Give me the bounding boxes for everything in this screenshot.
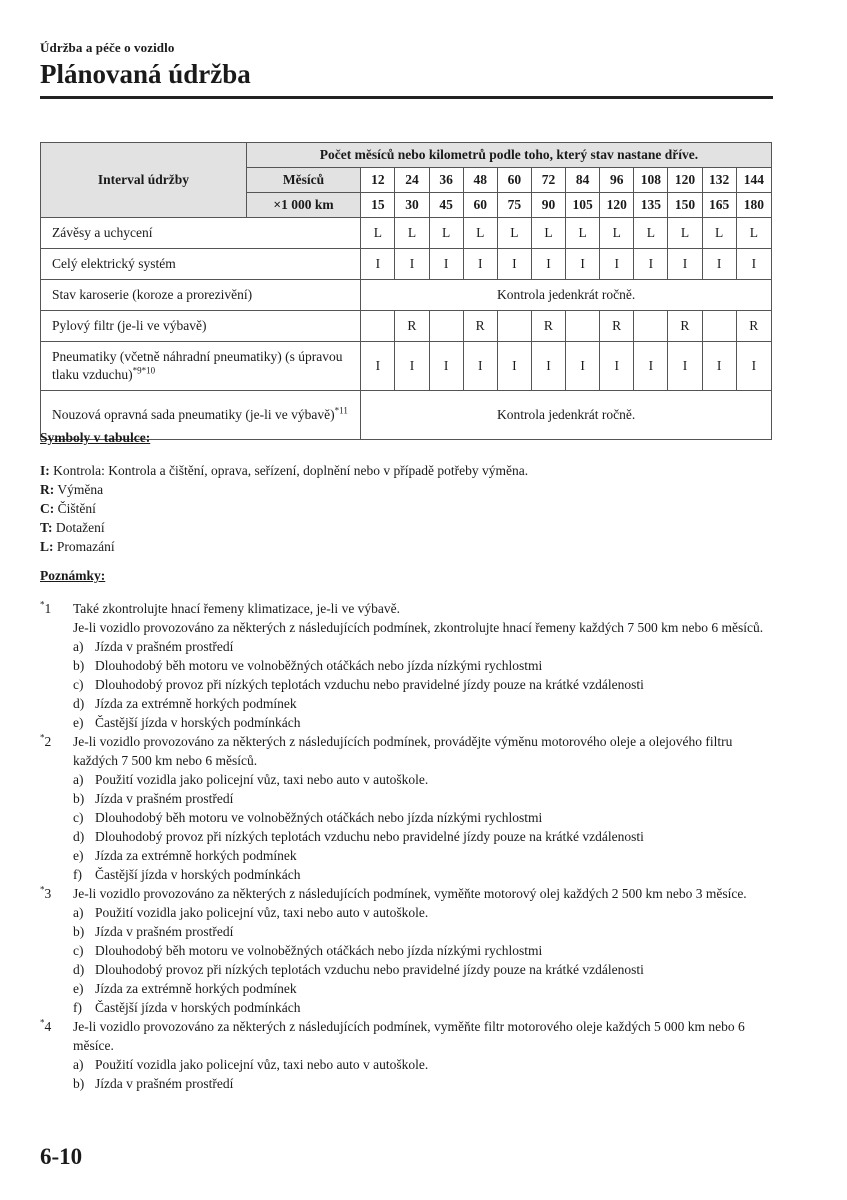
km-label-cell: ×1 000 km xyxy=(246,193,360,218)
months-cell: 144 xyxy=(736,168,771,193)
schedule-cell: L xyxy=(361,218,395,249)
schedule-cell: I xyxy=(634,342,668,391)
symbol-item xyxy=(40,518,780,537)
schedule-cell: I xyxy=(463,249,497,280)
footnote-ref: *9*10 xyxy=(132,365,156,376)
note-sub-letter: a) xyxy=(73,772,84,787)
symbols-list xyxy=(40,461,780,556)
note-sub-text: Jízda v prašném prostředí xyxy=(95,1076,234,1091)
months-cell: 48 xyxy=(463,168,497,193)
schedule-cell xyxy=(361,311,395,342)
note-sub-item xyxy=(73,922,780,941)
note-sub-letter: c) xyxy=(73,810,84,825)
item-label: Pylový filtr (je-li ve výbavě) xyxy=(52,318,207,333)
top-header-cell: Počet měsíců nebo kilometrů podle toho, který stav nastane dříve. xyxy=(246,143,771,168)
schedule-cell: I xyxy=(497,249,531,280)
note-sub-item xyxy=(73,637,780,656)
symbol-key: R: xyxy=(40,482,55,497)
symbol-item xyxy=(40,537,780,556)
note-sub-item xyxy=(73,941,780,960)
item-cell xyxy=(41,311,361,342)
schedule-cell: I xyxy=(531,249,565,280)
symbol-key: L: xyxy=(40,539,54,554)
symbol-text: Kontrola: Kontrola a čištění, oprava, seřízení, doplnění nebo v případě potřeby výměna. xyxy=(49,463,529,478)
note-number: 2 xyxy=(44,734,52,749)
note-sub-item xyxy=(73,1055,780,1074)
page-number: 6-10 xyxy=(40,1144,83,1169)
note-sub-text: Dlouhodobý běh motoru ve volnoběžných otáčkách nebo jízda nízkými rychlostmi xyxy=(95,658,543,673)
note-sub-text: Dlouhodobý provoz při nízkých teplotách vzduchu nebo pravidelné jízdy pouze na krátké vzdálenosti xyxy=(95,677,644,692)
note-number: 1 xyxy=(44,601,52,616)
months-cell: 96 xyxy=(600,168,634,193)
schedule-cell: R xyxy=(531,311,565,342)
symbol-key: C: xyxy=(40,501,55,516)
note-sub-letter: a) xyxy=(73,1057,84,1072)
symbol-text: Čištění xyxy=(54,501,96,516)
footnote-ref: *11 xyxy=(334,405,348,416)
note-sub-letter: f) xyxy=(73,1000,82,1015)
note-sub-text: Použití vozidla jako policejní vůz, taxi nebo auto v autoškole. xyxy=(95,905,429,920)
schedule-cell: R xyxy=(600,311,634,342)
schedule-cell xyxy=(566,311,600,342)
note-sub-letter: c) xyxy=(73,677,84,692)
schedule-cell: I xyxy=(566,342,600,391)
note-item xyxy=(40,884,780,1017)
note-sub-item xyxy=(73,656,780,675)
schedule-cell xyxy=(429,311,463,342)
note-number: 4 xyxy=(44,1019,52,1034)
page-header xyxy=(40,40,773,90)
schedule-cell: L xyxy=(668,218,702,249)
months-cell: 84 xyxy=(566,168,600,193)
note-sub-letter: c) xyxy=(73,943,84,958)
notes-section xyxy=(40,566,780,1093)
note-item xyxy=(40,599,780,732)
interval-label-cell: Interval údržby xyxy=(41,143,247,218)
schedule-cell: I xyxy=(736,342,771,391)
schedule-cell: I xyxy=(463,342,497,391)
schedule-cell: I xyxy=(702,342,736,391)
note-sub-text: Použití vozidla jako policejní vůz, taxi nebo auto v autoškole. xyxy=(95,772,429,787)
page-title: Plánovaná údržba xyxy=(40,59,251,89)
item-cell xyxy=(41,342,361,391)
symbol-text: Výměna xyxy=(54,482,104,497)
months-cell: 12 xyxy=(361,168,395,193)
note-sub-letter: e) xyxy=(73,715,84,730)
symbol-key: T: xyxy=(40,520,53,535)
note-sub-text: Jízda v prašném prostředí xyxy=(95,924,234,939)
note-asterisk: * xyxy=(40,732,45,743)
symbol-text: Dotažení xyxy=(52,520,105,535)
schedule-cell: I xyxy=(395,249,429,280)
schedule-cell: L xyxy=(429,218,463,249)
note-sub-item xyxy=(73,1074,780,1093)
note-sub-text: Častější jízda v horských podmínkách xyxy=(95,867,301,882)
note-marker xyxy=(40,599,51,618)
km-cell: 105 xyxy=(566,193,600,218)
symbol-key: I: xyxy=(40,463,50,478)
note-sub-item xyxy=(73,675,780,694)
schedule-cell: I xyxy=(600,249,634,280)
km-cell: 120 xyxy=(600,193,634,218)
note-asterisk: * xyxy=(40,1017,45,1028)
note-sub-item xyxy=(73,998,780,1017)
months-cell: 60 xyxy=(497,168,531,193)
km-cell: 60 xyxy=(463,193,497,218)
symbol-item xyxy=(40,461,780,480)
note-sub-item xyxy=(73,770,780,789)
note-asterisk: * xyxy=(40,599,45,610)
header-row-top xyxy=(41,143,772,168)
title-divider xyxy=(40,96,773,99)
schedule-cell: L xyxy=(395,218,429,249)
note-marker xyxy=(40,884,51,903)
note-sub-letter: b) xyxy=(73,658,85,673)
symbols-section xyxy=(40,428,780,556)
item-cell xyxy=(41,280,361,311)
schedule-cell: I xyxy=(531,342,565,391)
note-sub-letter: b) xyxy=(73,924,85,939)
symbol-item xyxy=(40,499,780,518)
note-text: Je-li vozidlo provozováno za některých z následujících podmínek, vyměňte filtr motorového oleje každých 5 000 km nebo 6 měsíce. xyxy=(73,1019,745,1053)
note-asterisk: * xyxy=(40,884,45,895)
item-label: Nouzová opravná sada pneumatiky (je-li ve výbavě) xyxy=(52,407,335,422)
schedule-cell: I xyxy=(361,342,395,391)
km-cell: 15 xyxy=(361,193,395,218)
km-cell: 135 xyxy=(634,193,668,218)
note-sub-text: Dlouhodobý provoz při nízkých teplotách vzduchu nebo pravidelné jízdy pouze na krátké vzdálenosti xyxy=(95,829,644,844)
schedule-cell: L xyxy=(497,218,531,249)
note-sub-letter: b) xyxy=(73,1076,85,1091)
note-sub-text: Dlouhodobý běh motoru ve volnoběžných otáčkách nebo jízda nízkými rychlostmi xyxy=(95,810,543,825)
schedule-row xyxy=(41,218,772,249)
note-sub-item xyxy=(73,808,780,827)
schedule-cell: I xyxy=(702,249,736,280)
note-sub-item xyxy=(73,960,780,979)
schedule-cell: I xyxy=(736,249,771,280)
months-cell: 72 xyxy=(531,168,565,193)
months-cell: 24 xyxy=(395,168,429,193)
section-label: Údržba a péče o vozidlo xyxy=(40,40,175,55)
months-cell: 132 xyxy=(702,168,736,193)
note-sub-item xyxy=(73,694,780,713)
note-sub-item xyxy=(73,979,780,998)
note-marker xyxy=(40,732,51,751)
note-sub-item xyxy=(73,865,780,884)
annual-check-cell: Kontrola jedenkrát ročně. xyxy=(361,391,772,440)
notes-list xyxy=(40,599,780,1093)
schedule-row xyxy=(41,280,772,311)
note-text: Je-li vozidlo provozováno za některých z následujících podmínek, vyměňte motorový olej každých 2 500 km nebo 3 měsíce. xyxy=(73,886,747,901)
km-cell: 150 xyxy=(668,193,702,218)
note-item xyxy=(40,1017,780,1093)
months-cell: 120 xyxy=(668,168,702,193)
months-cell: 36 xyxy=(429,168,463,193)
schedule-cell: I xyxy=(497,342,531,391)
schedule-cell: I xyxy=(600,342,634,391)
note-sub-item xyxy=(73,827,780,846)
note-text: Také zkontrolujte hnací řemeny klimatizace, je-li ve výbavě. xyxy=(73,601,401,616)
note-sub-item xyxy=(73,903,780,922)
note-sub-letter: b) xyxy=(73,791,85,806)
note-text: Je-li vozidlo provozováno za některých z následujících podmínek, zkontrolujte hnací řemeny každých 7 500 km nebo 6 měsíců. xyxy=(73,620,764,635)
schedule-cell: L xyxy=(531,218,565,249)
schedule-cell xyxy=(702,311,736,342)
schedule-cell: R xyxy=(463,311,497,342)
note-number: 3 xyxy=(44,886,52,901)
schedule-cell: I xyxy=(668,342,702,391)
item-cell xyxy=(41,249,361,280)
schedule-cell: L xyxy=(702,218,736,249)
note-sub-letter: f) xyxy=(73,867,82,882)
months-label-cell: Měsíců xyxy=(246,168,360,193)
km-cell: 90 xyxy=(531,193,565,218)
note-sub-text: Častější jízda v horských podmínkách xyxy=(95,715,301,730)
schedule-cell xyxy=(634,311,668,342)
schedule-row xyxy=(41,342,772,391)
note-sub-letter: d) xyxy=(73,696,85,711)
note-sub-letter: a) xyxy=(73,639,84,654)
note-item xyxy=(40,732,780,884)
note-sub-text: Dlouhodobý provoz při nízkých teplotách vzduchu nebo pravidelné jízdy pouze na krátké vzdálenosti xyxy=(95,962,644,977)
schedule-cell: I xyxy=(429,342,463,391)
km-cell: 165 xyxy=(702,193,736,218)
schedule-cell: I xyxy=(566,249,600,280)
maintenance-schedule-table xyxy=(40,142,772,440)
note-sub-letter: e) xyxy=(73,981,84,996)
note-sub-text: Dlouhodobý běh motoru ve volnoběžných otáčkách nebo jízda nízkými rychlostmi xyxy=(95,943,543,958)
schedule-cell: I xyxy=(395,342,429,391)
note-sub-letter: d) xyxy=(73,829,85,844)
note-sub-letter: d) xyxy=(73,962,85,977)
schedule-cell: L xyxy=(600,218,634,249)
note-sub-item xyxy=(73,713,780,732)
note-sub-text: Jízda za extrémně horkých podmínek xyxy=(95,696,297,711)
symbol-item xyxy=(40,480,780,499)
item-label: Závěsy a uchycení xyxy=(52,225,153,240)
note-sub-text: Jízda v prašném prostředí xyxy=(95,639,234,654)
note-sub-text: Jízda v prašném prostředí xyxy=(95,791,234,806)
note-sub-text: Častější jízda v horských podmínkách xyxy=(95,1000,301,1015)
schedule-cell: L xyxy=(634,218,668,249)
item-cell xyxy=(41,218,361,249)
km-cell: 45 xyxy=(429,193,463,218)
schedule-cell: L xyxy=(463,218,497,249)
note-sub-text: Jízda za extrémně horkých podmínek xyxy=(95,848,297,863)
note-sub-item xyxy=(73,846,780,865)
schedule-cell: R xyxy=(668,311,702,342)
schedule-cell: I xyxy=(668,249,702,280)
schedule-row xyxy=(41,311,772,342)
symbols-heading: Symboly v tabulce: xyxy=(40,430,151,445)
note-sub-letter: a) xyxy=(73,905,84,920)
km-cell: 75 xyxy=(497,193,531,218)
months-cell: 108 xyxy=(634,168,668,193)
item-label: Celý elektrický systém xyxy=(52,256,176,271)
item-label: Stav karoserie (koroze a prorezivění) xyxy=(52,287,253,302)
note-sub-item xyxy=(73,789,780,808)
schedule-cell: R xyxy=(395,311,429,342)
km-cell: 30 xyxy=(395,193,429,218)
schedule-row xyxy=(41,249,772,280)
annual-check-cell: Kontrola jedenkrát ročně. xyxy=(361,280,772,311)
symbol-text: Promazání xyxy=(53,539,115,554)
schedule-cell: R xyxy=(736,311,771,342)
schedule-cell xyxy=(497,311,531,342)
note-sub-text: Použití vozidla jako policejní vůz, taxi nebo auto v autoškole. xyxy=(95,1057,429,1072)
km-cell: 180 xyxy=(736,193,771,218)
note-sub-text: Jízda za extrémně horkých podmínek xyxy=(95,981,297,996)
notes-heading: Poznámky: xyxy=(40,568,106,583)
schedule-cell: I xyxy=(634,249,668,280)
note-marker xyxy=(40,1017,51,1036)
note-text: Je-li vozidlo provozováno za některých z následujících podmínek, provádějte výměnu motorového oleje a olejového filtru každých 7 500 km nebo 6 měsíců. xyxy=(73,734,733,768)
item-label: Pneumatiky (včetně náhradní pneumatiky) (s úpravou tlaku vzduchu) xyxy=(52,349,343,382)
schedule-cell: I xyxy=(429,249,463,280)
note-sub-letter: e) xyxy=(73,848,84,863)
schedule-cell: L xyxy=(566,218,600,249)
schedule-cell: I xyxy=(361,249,395,280)
schedule-cell: L xyxy=(736,218,771,249)
